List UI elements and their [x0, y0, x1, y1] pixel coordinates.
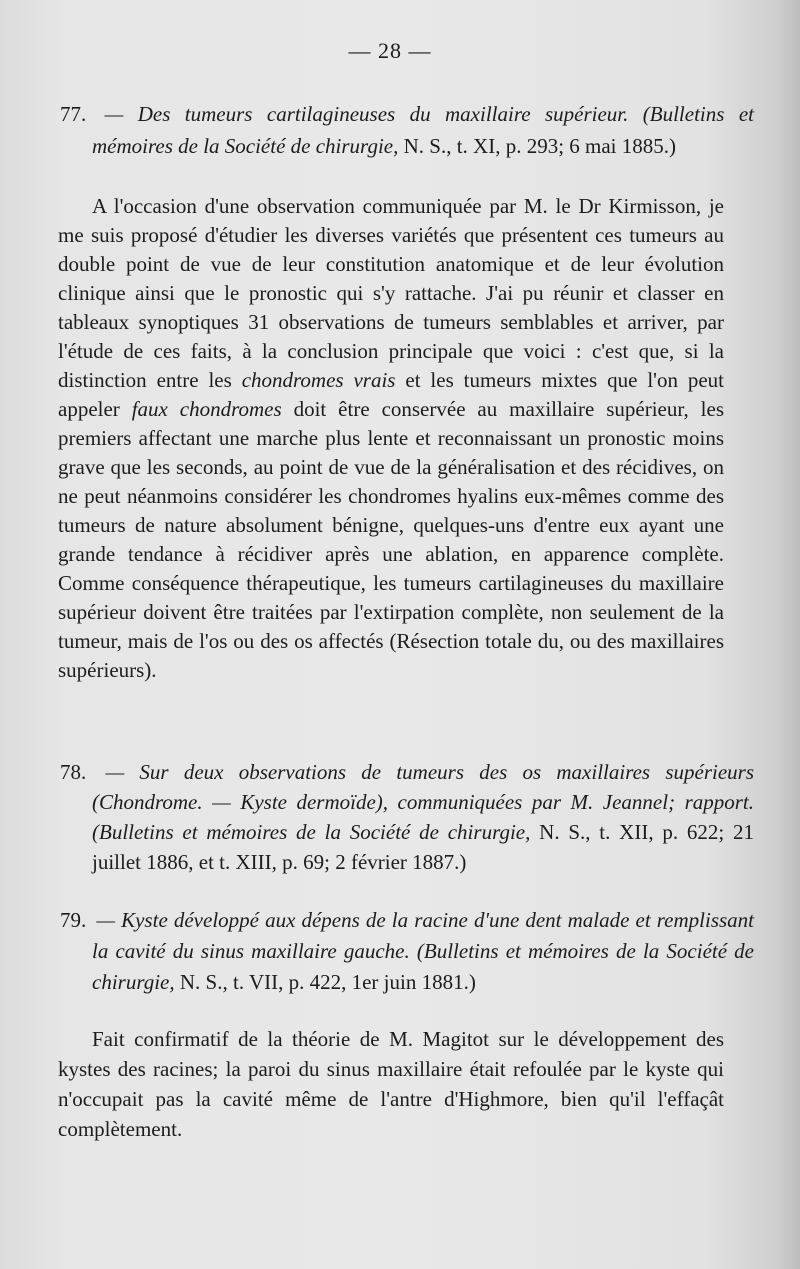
- bibliography-entry-78: [60, 757, 754, 877]
- paragraph-text: Fait confirmatif de la théorie de M. Magitot sur le développement des kystes des racines; la paroi du sinus maxillaire était refoulée par le kyste qui n'occupait pas la cavité même de l'antre d'Highmore, bien qu'il l'effaçât complètement.: [58, 1027, 724, 1141]
- paragraph-entry-79-summary: [58, 1024, 724, 1144]
- bibliography-entry-77: [60, 98, 754, 162]
- entry-source-italic: (Bulletins et mémoires de la Société de chirurgie,: [92, 820, 531, 844]
- entry-source: N. S., t. XII, p. 622; 21 juillet 1886, et t. XIII, p. 69; 2 février 1887.): [92, 820, 754, 874]
- paragraph-italic-term: faux chondromes: [131, 397, 282, 421]
- entry-title: — Des tumeurs cartilagineuses du maxillaire supérieur.: [104, 102, 629, 126]
- entry-number: 78.: [60, 760, 87, 784]
- entry-source-italic: (Bulletins et mémoires de la Société de chirurgie,: [92, 939, 755, 994]
- entry-title: — Kyste développé aux dépens de la racine d'une dent malade et remplissant la cavité du sinus maxillaire gauche.: [92, 908, 754, 963]
- page-number: — 28 —: [348, 38, 432, 63]
- entry-source: N. S., t. XI, p. 293; 6 mai 1885.): [403, 134, 677, 158]
- entry-source: N. S., t. VII, p. 422, 1er juin 1881.): [179, 970, 476, 994]
- paragraph-italic-term: chondromes vrais: [241, 368, 396, 392]
- paragraph-text: doit être conservée au maxillaire supérieur, les premiers affectant une marche plus lente et reconnaissant un pronostic moins grave que les seconds, au point de vue de la généralisation et des récidives, on ne peut néanmoins considérer les chondromes hyalins eux-mêmes comme des tumeurs de nature absolument bénigne, quelques-uns d'entre eux ayant une grande tendance à récidiver après une ablation, en apparence complète. Comme conséquence thérapeutique, les tumeurs cartilagineuses du maxillaire supérieur doivent être traitées par l'extirpation complète, non seulement de la tumeur, mais de l'os ou des os affectés (Résection totale du, ou des maxillaires supérieurs).: [58, 397, 725, 682]
- entry-source-italic: (Bulletins et mémoires de la Société de chirurgie,: [92, 102, 754, 158]
- entry-title: — Sur deux observations de tumeurs des os maxillaires supérieurs (Chondrome. — Kyste dermoïde), communiquées par M. Jeannel; rapport.: [92, 760, 755, 814]
- bibliography-entry-79: [60, 905, 754, 998]
- paragraph-text: et les tumeurs mixtes que l'on peut appeler: [58, 368, 725, 421]
- paragraph-text: A l'occasion d'une observation communiquée par M. le Dr Kirmisson, je me suis proposé d'étudier les diverses variétés que présentent ces tumeurs au double point de vue de leur constitution anatomique et de leur évolution clinique ainsi que le pronostic qui s'y rattache. J'ai pu réunir et classer en tableaux synoptiques 31 observations de tumeurs semblables et arriver, par l'étude de ces faits, à la conclusion principale que voici : c'est que, si la distinction entre les: [58, 194, 724, 392]
- paragraph-entry-77-summary: [58, 192, 724, 685]
- entry-number: 77.: [60, 102, 87, 126]
- entry-number: 79.: [60, 908, 87, 932]
